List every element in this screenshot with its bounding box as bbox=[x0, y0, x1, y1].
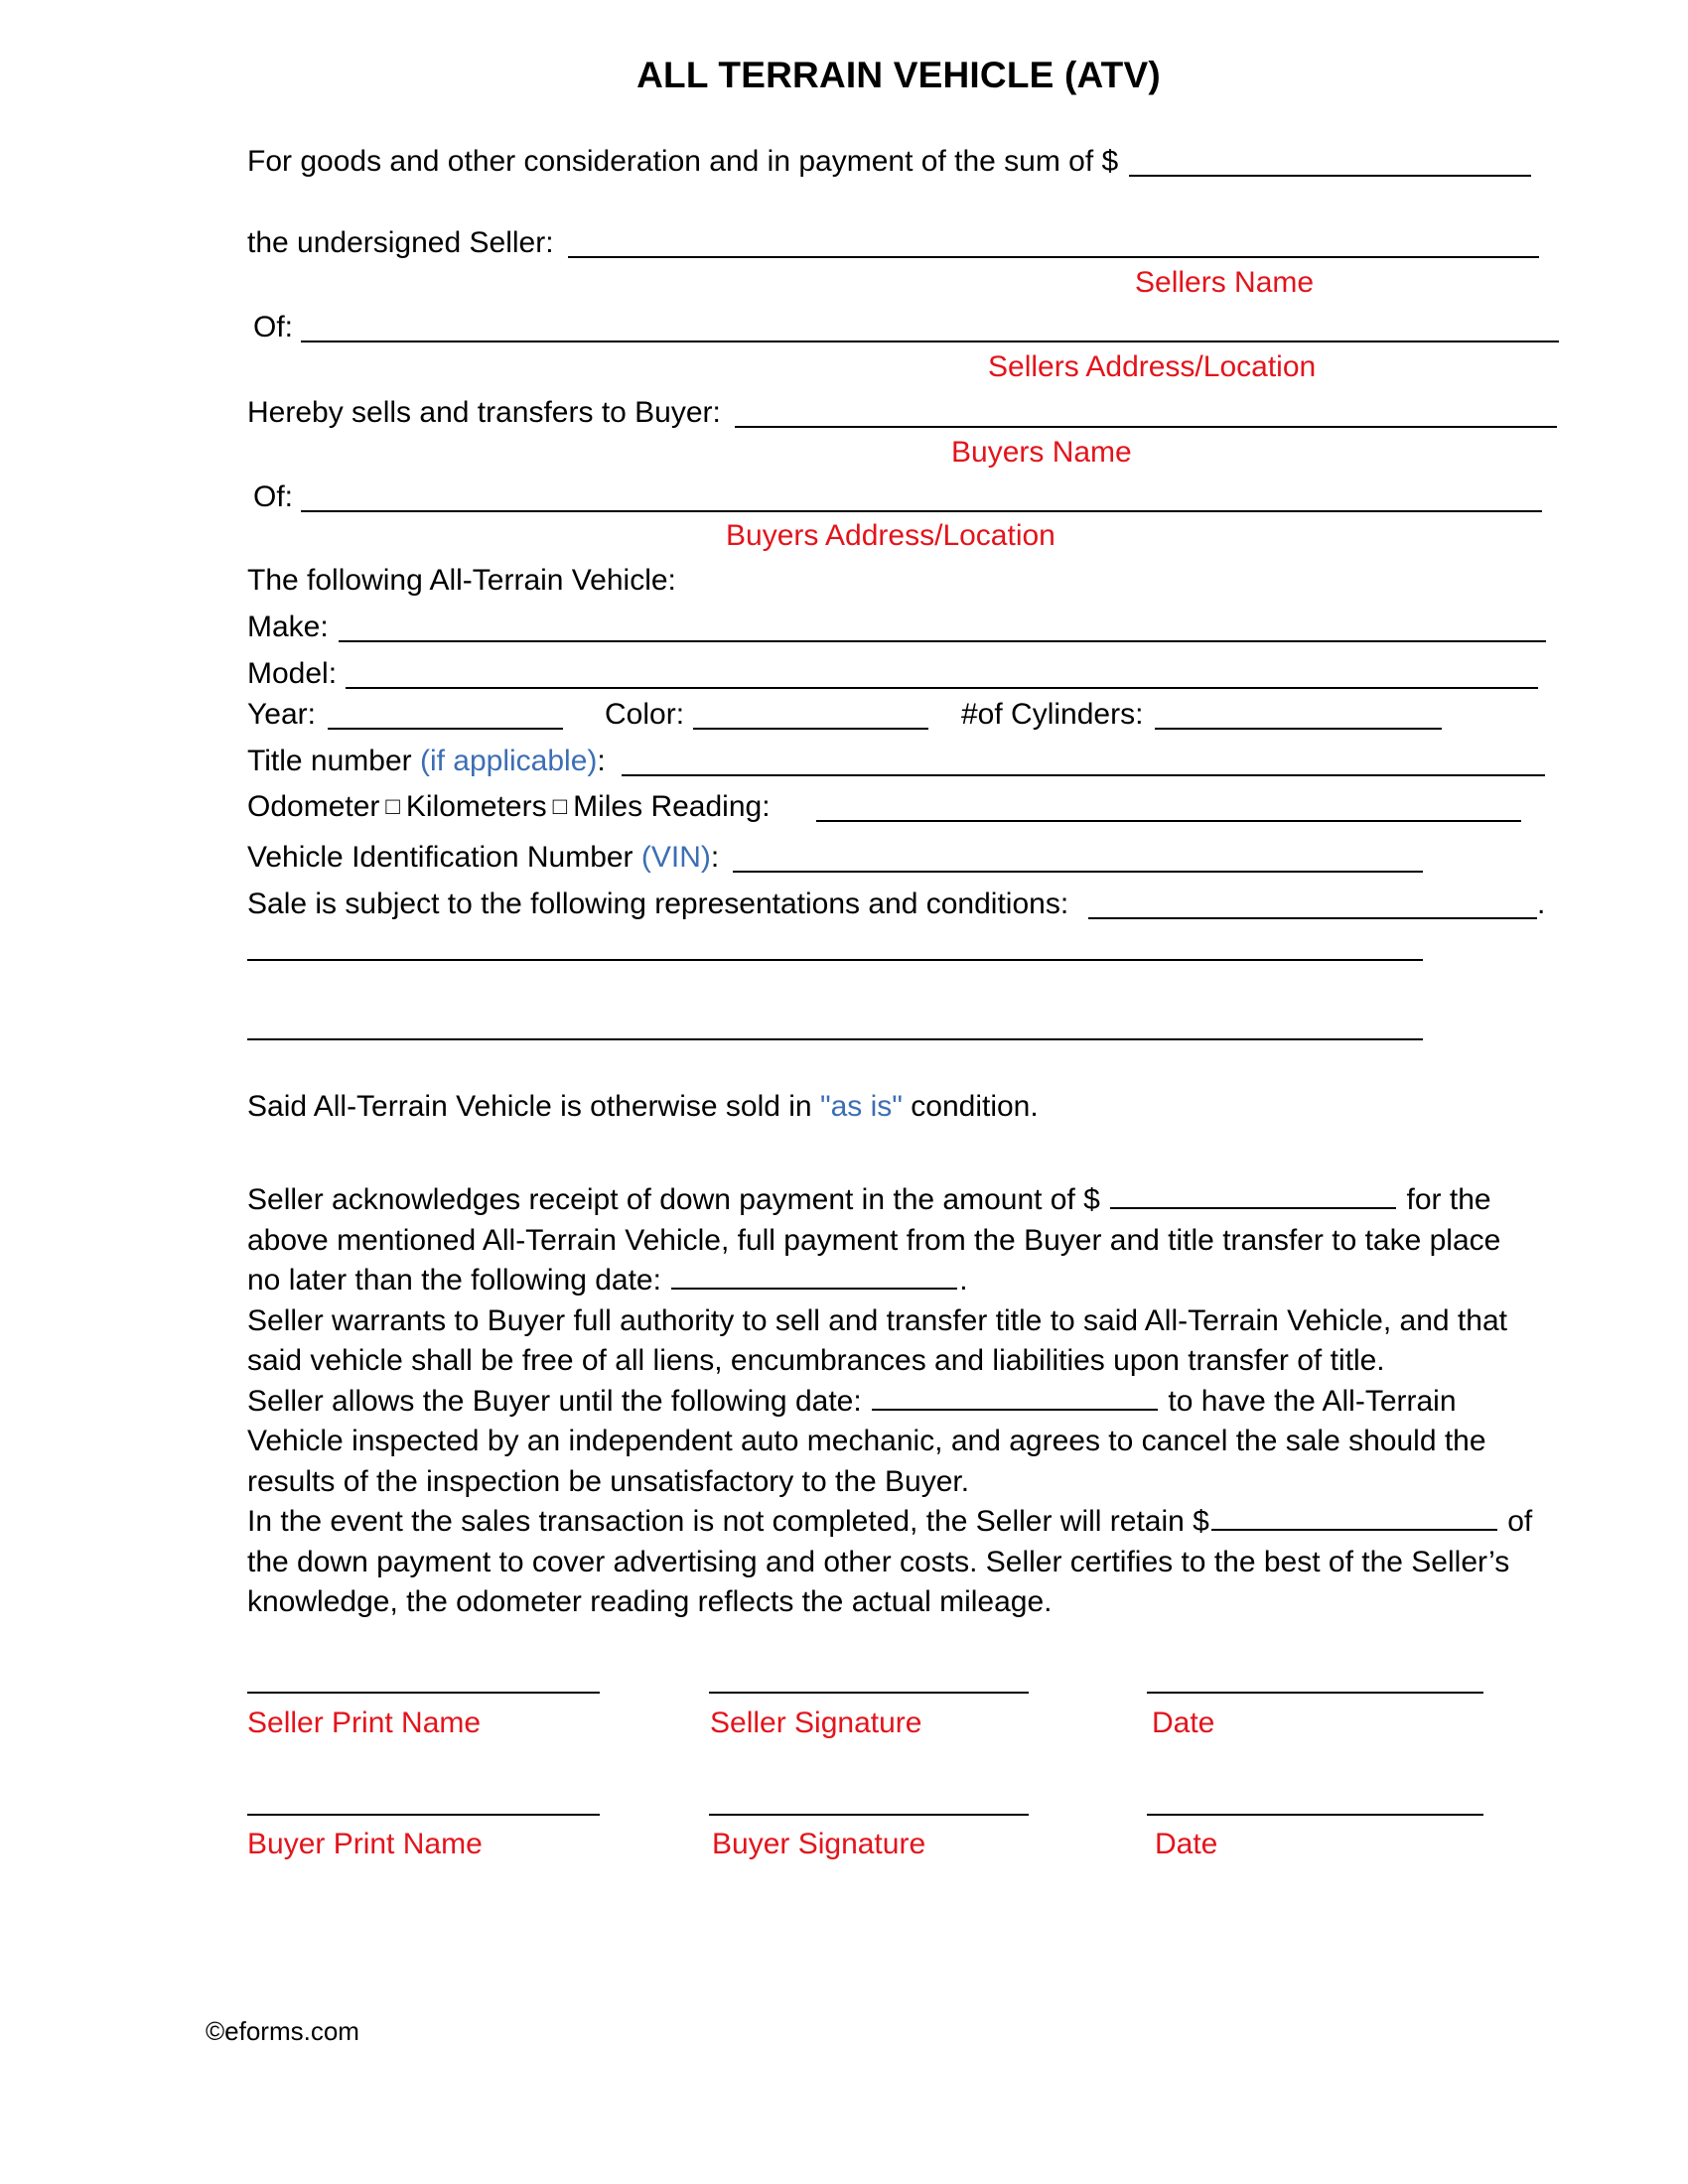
seller-date-line[interactable] bbox=[1147, 1692, 1483, 1694]
buyer-signature-label: Buyer Signature bbox=[712, 1828, 926, 1860]
down-payment-text-b: for the above mentioned All-Terrain Vehicle, full payment from the Buyer and title transfer to take place no later than the following date: bbox=[247, 1183, 1501, 1297]
buyer-date-label: Date bbox=[1155, 1828, 1218, 1860]
seller-name-hint: Sellers Name bbox=[1135, 266, 1315, 299]
retention-amount-line[interactable] bbox=[1211, 1507, 1497, 1531]
down-payment-paragraph bbox=[247, 1180, 1538, 1301]
miles-checkbox[interactable]: □ bbox=[552, 793, 568, 820]
buyer-print-name-label: Buyer Print Name bbox=[247, 1828, 483, 1860]
inspection-paragraph bbox=[247, 1382, 1538, 1503]
model-line[interactable] bbox=[346, 687, 1538, 689]
seller-signature-line[interactable] bbox=[709, 1692, 1029, 1694]
buyer-address-hint: Buyers Address/Location bbox=[726, 519, 1055, 552]
buyer-print-name-line[interactable] bbox=[247, 1814, 600, 1816]
kilometers-checkbox[interactable]: □ bbox=[385, 793, 400, 820]
seller-name-line[interactable] bbox=[568, 256, 1539, 258]
seller-of-label: Of: bbox=[253, 311, 294, 343]
miles-label: Miles Reading: bbox=[573, 790, 771, 823]
model-label: Model: bbox=[247, 657, 338, 690]
transfer-date-line[interactable] bbox=[671, 1266, 957, 1290]
down-payment-amount-line[interactable] bbox=[1110, 1185, 1396, 1209]
vin-line[interactable] bbox=[733, 871, 1423, 873]
seller-print-name-line[interactable] bbox=[247, 1692, 600, 1694]
buyer-label: Hereby sells and transfers to Buyer: bbox=[247, 396, 721, 429]
buyer-date-line[interactable] bbox=[1147, 1814, 1483, 1816]
vin-colon: : bbox=[710, 841, 720, 874]
inspection-text-b: to have the All-Terrain Vehicle inspected by an independent auto mechanic, and agrees to cancel the sale should the results of the inspection be unsatisfactory to the Buyer. bbox=[247, 1384, 1486, 1498]
seller-address-line[interactable] bbox=[301, 341, 1559, 342]
buyer-of-label: Of: bbox=[253, 480, 294, 513]
retention-paragraph bbox=[247, 1502, 1538, 1623]
title-number-label: Title number bbox=[247, 745, 412, 777]
buyer-name-line[interactable] bbox=[735, 426, 1557, 428]
buyer-signature-line[interactable] bbox=[709, 1814, 1029, 1816]
as-is-suffix: condition. bbox=[902, 1090, 1039, 1123]
inspection-date-line[interactable] bbox=[872, 1387, 1158, 1411]
conditions-line-3[interactable] bbox=[247, 1038, 1423, 1040]
as-is-prefix: Said All-Terrain Vehicle is otherwise sold in bbox=[247, 1090, 820, 1123]
buyer-name-hint: Buyers Name bbox=[951, 436, 1132, 469]
as-is-statement bbox=[247, 1090, 1039, 1124]
vehicle-intro: The following All-Terrain Vehicle: bbox=[247, 564, 676, 597]
terms-paragraphs bbox=[247, 1180, 1538, 1623]
year-line[interactable] bbox=[328, 728, 563, 730]
document-title: ALL TERRAIN VEHICLE (ATV) bbox=[636, 55, 1161, 95]
buyer-address-line[interactable] bbox=[301, 510, 1542, 512]
year-label: Year: bbox=[247, 698, 316, 731]
kilometers-label: Kilometers bbox=[405, 790, 547, 823]
warranty-paragraph: Seller warrants to Buyer full authority to sell and transfer title to said All-Terrain Vehicle, and that said vehicle shall be free of all liens, encumbrances and liabilities upon transfer of title. bbox=[247, 1303, 1507, 1377]
as-is-quote: "as is" bbox=[819, 1090, 903, 1123]
title-number-colon: : bbox=[597, 745, 606, 777]
down-payment-text-c: . bbox=[959, 1264, 968, 1297]
inspection-text-a: Seller allows the Buyer until the following date: bbox=[247, 1384, 862, 1418]
sum-label: For goods and other consideration and in payment of the sum of $ bbox=[247, 145, 1119, 178]
cylinders-label: #of Cylinders: bbox=[961, 698, 1144, 731]
title-number-note: (if applicable) bbox=[419, 745, 598, 777]
seller-signature-label: Seller Signature bbox=[710, 1706, 922, 1739]
conditions-line-1[interactable] bbox=[1088, 917, 1537, 919]
vin-note: (VIN) bbox=[640, 841, 711, 874]
cylinders-line[interactable] bbox=[1155, 728, 1442, 730]
seller-date-label: Date bbox=[1152, 1706, 1215, 1739]
color-label: Color: bbox=[605, 698, 685, 731]
down-payment-text-a: Seller acknowledges receipt of down payment in the amount of $ bbox=[247, 1183, 1100, 1216]
sum-amount-line[interactable] bbox=[1129, 175, 1531, 177]
seller-print-name-label: Seller Print Name bbox=[247, 1706, 482, 1739]
copyright-footer: ©eforms.com bbox=[206, 2016, 359, 2046]
vin-row bbox=[247, 841, 719, 875]
seller-label: the undersigned Seller: bbox=[247, 226, 554, 259]
make-label: Make: bbox=[247, 611, 329, 643]
title-number-row bbox=[247, 745, 606, 778]
odometer-reading-line[interactable] bbox=[816, 820, 1521, 822]
conditions-end-dot: . bbox=[1537, 887, 1546, 920]
vin-label: Vehicle Identification Number bbox=[247, 841, 633, 874]
title-number-line[interactable] bbox=[622, 774, 1545, 776]
odometer-row bbox=[247, 790, 771, 824]
conditions-line-2[interactable] bbox=[247, 959, 1423, 961]
odometer-label: Odometer bbox=[247, 790, 380, 823]
retention-text-a: In the event the sales transaction is not completed, the Seller will retain $ bbox=[247, 1505, 1209, 1538]
color-line[interactable] bbox=[693, 728, 928, 730]
make-line[interactable] bbox=[339, 640, 1546, 642]
conditions-label: Sale is subject to the following representations and conditions: bbox=[247, 887, 1069, 920]
retention-text-b: of the down payment to cover advertising and other costs. Seller certifies to the best of the Seller’s knowledge, the odometer reading reflects the actual mileage. bbox=[247, 1505, 1533, 1618]
seller-address-hint: Sellers Address/Location bbox=[988, 350, 1317, 383]
